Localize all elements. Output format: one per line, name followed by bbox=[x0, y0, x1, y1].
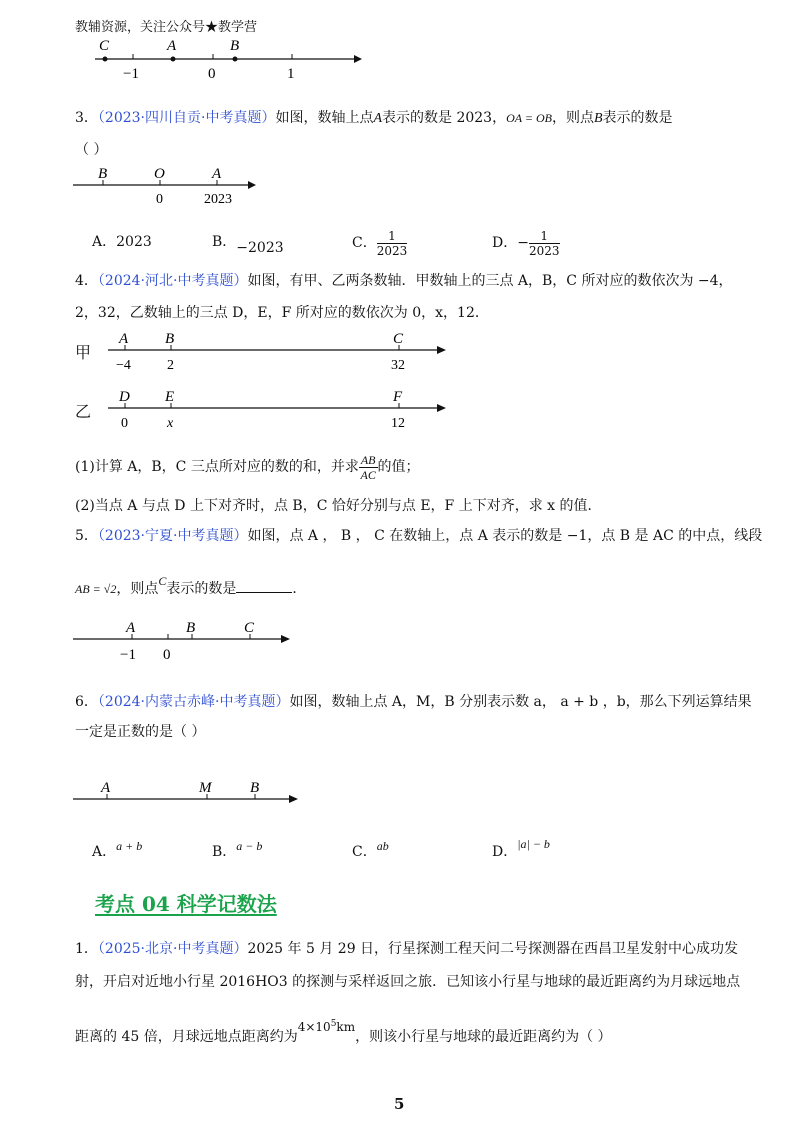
question-3-paren: （ ） bbox=[75, 142, 108, 158]
option-d[interactable]: D．|a| − b bbox=[492, 837, 550, 860]
tick-label: 0 bbox=[156, 192, 163, 207]
tick-label: 0 bbox=[208, 66, 216, 82]
axis-name-jia: 甲 bbox=[75, 343, 92, 362]
point-label: M bbox=[199, 780, 212, 796]
point-label: C bbox=[393, 331, 404, 347]
point-label: A bbox=[212, 166, 222, 182]
option-d[interactable]: D．− $\frac{1}{2023}$ bbox=[492, 228, 560, 258]
question-4-part2: (2)当点 A 与点 D 上下对齐时，点 B，C 恰好分别与点 E，F 上下对齐，求 x 的值． bbox=[75, 498, 602, 514]
question-1-line3: 距离的 45 倍，月球远地点距离约为$4\times 10^5km$，则该小行星与地球的最近距离约为（ ） bbox=[75, 1019, 612, 1045]
section-heading: 考点 04 科学记数法 bbox=[95, 892, 277, 916]
option-c[interactable]: C． $\frac{1}{2023}$ bbox=[352, 228, 408, 258]
question-1-line2: 射，开启对近地小行星 2016HO3 的探测与采样返回之旅．已知该小行星与地球的最近距离约为月球远地点 bbox=[75, 974, 741, 990]
tick-label: −4 bbox=[116, 358, 131, 373]
page-number: 5 bbox=[394, 1095, 405, 1113]
tick-label: 0 bbox=[163, 647, 171, 663]
point-label: B bbox=[230, 38, 240, 54]
point-label: D bbox=[119, 389, 130, 405]
point-label: F bbox=[393, 389, 403, 405]
point-label: C bbox=[244, 620, 255, 636]
point-label: A bbox=[101, 780, 111, 796]
point-label: O bbox=[154, 166, 165, 182]
question-source: （2025·北京·中考真题） bbox=[97, 941, 248, 957]
equation: OA = OB bbox=[506, 111, 552, 125]
point-label: C bbox=[99, 38, 110, 54]
option-b[interactable]: B．−2023 bbox=[212, 234, 284, 256]
option-a[interactable]: A．a + b bbox=[92, 839, 143, 860]
question-number: 4． bbox=[75, 273, 98, 289]
header-watermark: 教辅资源，关注公众号★教学营 bbox=[75, 20, 258, 35]
tick-label: x bbox=[167, 416, 174, 431]
q4-number-line-jia bbox=[100, 330, 460, 375]
point-label: E bbox=[165, 389, 175, 405]
q3-number-line bbox=[70, 163, 270, 208]
equation: AB = √2 bbox=[75, 582, 117, 596]
question-4-line2: 2，32，乙数轴上的三点 D，E，F 所对应的数依次为 0，x，12． bbox=[75, 305, 489, 321]
option-c[interactable]: C．ab bbox=[352, 839, 389, 860]
point-label: A bbox=[126, 620, 136, 636]
question-number: 3． bbox=[75, 110, 98, 126]
point-label: B bbox=[186, 620, 196, 636]
tick-label: −1 bbox=[120, 647, 136, 663]
tick-label: 32 bbox=[391, 358, 405, 373]
q5-number-line bbox=[70, 615, 310, 665]
axis-name-yi: 乙 bbox=[75, 402, 92, 421]
tick-label: 2 bbox=[167, 358, 174, 373]
answer-blank[interactable] bbox=[236, 578, 292, 593]
question-4-part1: (1)计算 A，B，C 三点所对应的数的和，并求 $\frac{AB}{AC}$ 的值； bbox=[75, 452, 420, 482]
top-number-line bbox=[80, 34, 380, 84]
q4-number-line-yi bbox=[100, 388, 460, 433]
option-b[interactable]: B．a − b bbox=[212, 839, 263, 860]
question-5-line2: AB = √2，则点C表示的数是 ． bbox=[75, 574, 307, 597]
point-label: B bbox=[250, 780, 260, 796]
question-number: 5． bbox=[75, 528, 98, 544]
question-6-line1: 6．（2024·内蒙古赤峰·中考真题）如图，数轴上点 A，M，B 分别表示数 a， a + b ，b，那么下列运算结果 bbox=[75, 694, 752, 710]
point-label: A bbox=[167, 38, 177, 54]
tick-label: 0 bbox=[121, 416, 128, 431]
question-1-line1: 1．（2025·北京·中考真题）2025 年 5 月 29 日，行星探测工程天问二号探测器在西昌卫星发射中心成功发 bbox=[75, 941, 739, 957]
question-source: （2024·河北·中考真题） bbox=[97, 273, 248, 289]
question-number: 6． bbox=[75, 694, 98, 710]
question-4-line1: 4．（2024·河北·中考真题）如图，有甲、乙两条数轴．甲数轴上的三点 A，B，C 所对应的数依次为 −4， bbox=[75, 273, 733, 289]
question-source: （2023·宁夏·中考真题） bbox=[97, 528, 248, 544]
q6-number-line bbox=[70, 778, 310, 808]
tick-label: 2023 bbox=[204, 192, 232, 207]
question-6-line2: 一定是正数的是（ ） bbox=[75, 724, 206, 740]
tick-label: 1 bbox=[287, 66, 295, 82]
tick-label: −1 bbox=[123, 66, 139, 82]
question-5-line1: 5．（2023·宁夏·中考真题）如图，点 A ， B ， C 在数轴上，点 A 表示的数是 −1，点 B 是 AC 的中点，线段 bbox=[75, 528, 763, 544]
question-number: 1． bbox=[75, 941, 98, 957]
question-3-stem: 3．（2023·四川自贡·中考真题）如图，数轴上点A表示的数是 2023，OA = OB，则点B表示的数是 bbox=[75, 110, 673, 126]
question-source: （2024·内蒙古赤峰·中考真题） bbox=[97, 694, 290, 710]
option-a[interactable]: A．2023 bbox=[92, 234, 152, 250]
point-label: A bbox=[119, 331, 129, 347]
point-label: B bbox=[165, 331, 175, 347]
question-source: （2023·四川自贡·中考真题） bbox=[97, 110, 276, 126]
point-label: B bbox=[98, 166, 108, 182]
tick-label: 12 bbox=[391, 416, 405, 431]
